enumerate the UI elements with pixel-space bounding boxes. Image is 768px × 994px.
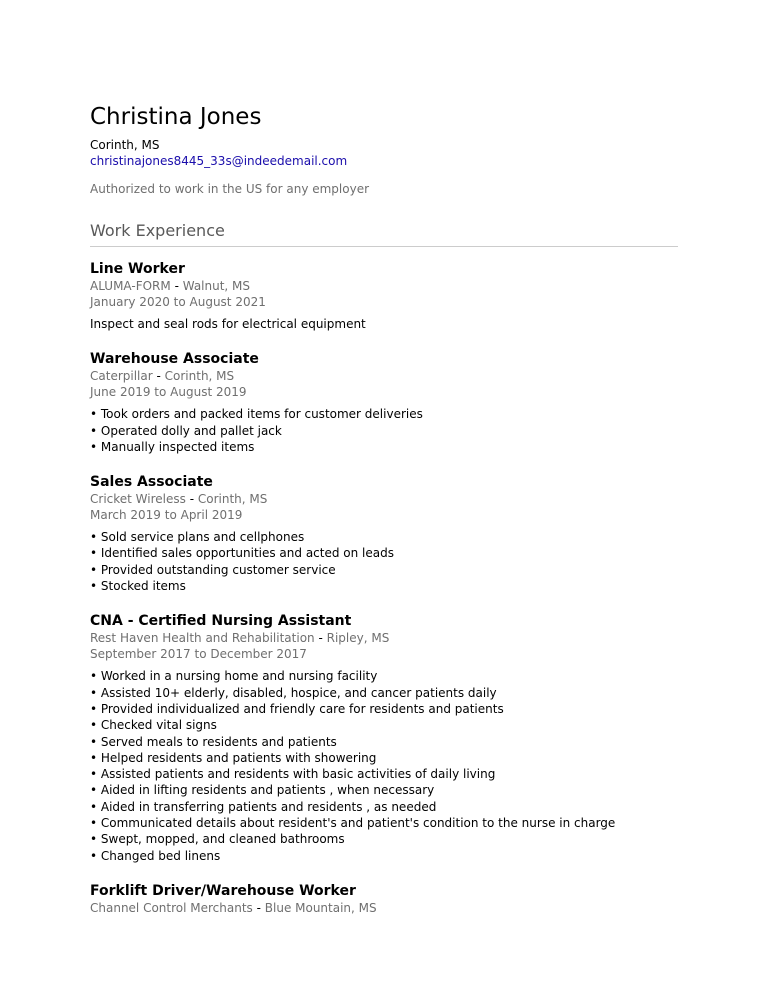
job-description-line: • Helped residents and patients with showering [90, 750, 377, 765]
job-description-line: • Assisted 10+ elderly, disabled, hospice, and cancer patients daily [90, 685, 497, 700]
job-description-line: • Sold service plans and cellphones [90, 530, 305, 545]
job-description [90, 529, 678, 594]
job-description-line: • Provided outstanding customer service [90, 562, 336, 577]
company-location-separator: - [152, 369, 165, 384]
job-title: CNA - Certified Nursing Assistant [90, 613, 352, 630]
job-description-line: • Changed bed linens [90, 848, 221, 863]
job-dates: January 2020 to August 2021 [90, 295, 266, 309]
candidate-location: Corinth, MS [90, 138, 160, 152]
job-description [90, 316, 678, 332]
job-description-line: • Assisted patients and residents with basic activities of daily living [90, 767, 496, 782]
job-company-location [90, 900, 678, 916]
job-location: Ripley, MS [326, 631, 390, 646]
job-description-line: • Checked vital signs [90, 718, 217, 733]
company-location-separator: - [185, 492, 198, 507]
work-authorization: Authorized to work in the US for any employer [90, 182, 370, 196]
job-company: Channel Control Merchants [90, 900, 253, 915]
job-location: Corinth, MS [197, 492, 268, 507]
job-entry [90, 350, 678, 455]
job-title: Forklift Driver/Warehouse Worker [90, 882, 356, 899]
resume-page [90, 102, 678, 916]
job-dates: June 2019 to August 2019 [90, 385, 247, 400]
job-company: Caterpillar [90, 369, 153, 384]
job-description-line: • Took orders and packed items for customer deliveries [90, 407, 423, 422]
job-company: Cricket Wireless [90, 492, 186, 507]
job-description-line: • Aided in transferring patients and residents , as needed [90, 799, 437, 814]
job-description-line: • Aided in lifting residents and patients , when necessary [90, 783, 435, 798]
job-entry [90, 473, 678, 594]
job-dates: September 2017 to December 2017 [90, 647, 307, 662]
job-location: Corinth, MS [164, 369, 235, 384]
job-dates: March 2019 to April 2019 [90, 508, 243, 523]
job-title: Sales Associate [90, 474, 213, 491]
job-description [90, 406, 678, 455]
job-company: ALUMA-FORM [90, 279, 171, 293]
job-description-line: • Manually inspected items [90, 439, 255, 454]
job-description-line: • Swept, mopped, and cleaned bathrooms [90, 832, 345, 847]
job-description-line: • Communicated details about resident's and patient's condition to the nurse in charge [90, 816, 616, 831]
company-location-separator: - [170, 279, 183, 293]
job-description-line: • Provided individualized and friendly care for residents and patients [90, 701, 504, 716]
job-entry [90, 612, 678, 864]
job-description-line: • Operated dolly and pallet jack [90, 423, 282, 438]
company-location-separator: - [252, 900, 265, 915]
job-entry [90, 882, 678, 916]
section-title-work-experience: Work Experience [90, 221, 678, 247]
job-description [90, 668, 678, 864]
job-description-line: • Stocked items [90, 579, 186, 594]
job-company-location [90, 630, 678, 646]
work-experience-list [90, 260, 678, 916]
candidate-name: Christina Jones [90, 104, 262, 130]
job-company-location [90, 368, 678, 384]
job-entry [90, 260, 678, 332]
company-location-separator: - [314, 631, 327, 646]
job-description-line: • Identified sales opportunities and acted on leads [90, 546, 394, 561]
job-title: Warehouse Associate [90, 351, 259, 368]
job-description-line: Inspect and seal rods for electrical equipment [90, 317, 366, 331]
job-description-line: • Worked in a nursing home and nursing facility [90, 669, 378, 684]
job-company-location [90, 491, 678, 507]
job-description-line: • Served meals to residents and patients [90, 734, 337, 749]
job-company-location [90, 278, 678, 294]
candidate-email-link[interactable]: christinajones8445_33s@indeedemail.com [90, 154, 348, 168]
job-title: Line Worker [90, 261, 185, 277]
job-company: Rest Haven Health and Rehabilitation [90, 631, 315, 646]
job-location: Blue Mountain, MS [264, 900, 377, 915]
job-location: Walnut, MS [182, 279, 251, 293]
